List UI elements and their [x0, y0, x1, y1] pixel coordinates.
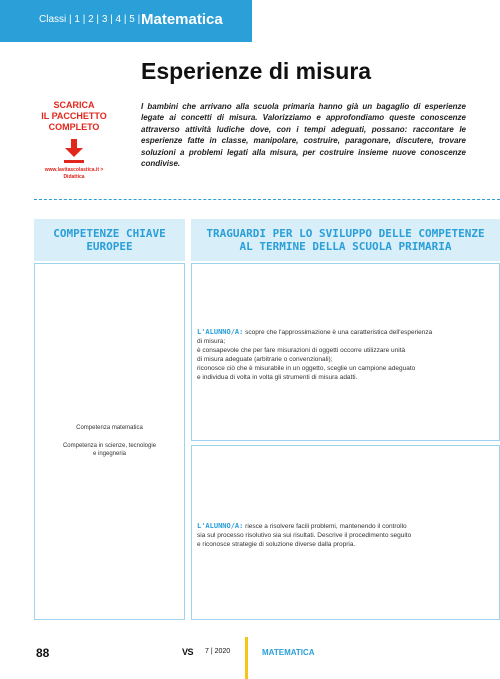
download-url: www.lavitascolastica.it >	[44, 167, 104, 173]
traguardo-2-text	[197, 522, 477, 549]
traguardo-1-line-3: di misura adeguate (arbitrarie o convenzionali);	[197, 356, 333, 363]
header-traguardi-line-2: AL TERMINE DELLA SCUOLA PRIMARIA	[239, 240, 452, 253]
page-number: 88	[36, 646, 50, 660]
traguardo-1-line-5: e individua di volta in volta gli strumenti di misura adatti.	[197, 374, 358, 381]
footer-subject: MATEMATICA	[262, 648, 315, 657]
header-competenze-text: COMPETENZE CHIAVE EUROPEE	[53, 227, 166, 253]
header-traguardi	[191, 219, 500, 261]
download-line-1: SCARICA	[53, 100, 95, 110]
page-title: Esperienze di misura	[141, 58, 372, 84]
header-traguardi-line-1: TRAGUARDI PER LO SVILUPPO DELLE COMPETENZE	[206, 227, 485, 240]
class-levels: Classi | 1 | 2 | 3 | 4 | 5 |	[39, 14, 141, 25]
traguardo-2-line-2: e riconosce strategie di soluzione diverse dalla propria.	[197, 541, 356, 548]
download-package-link[interactable]	[30, 100, 118, 181]
traguardo-1-line-4: riconosce ciò che è misurabile in un oggetto, sceglie un campione adeguato	[197, 365, 416, 372]
traguardo-2-who: L'ALUNNO/A:	[197, 522, 244, 530]
competenza-2: Competenza in scienze, tecnologie	[62, 443, 157, 449]
traguardo-2-line-1: sia sul processo risolutivo sia sui risultati. Descrive il procedimento seguito	[197, 532, 412, 539]
download-line-2: IL PACCHETTO	[41, 111, 107, 121]
section-divider	[34, 199, 500, 200]
header-competenze	[34, 219, 185, 261]
footer-accent-bar	[245, 637, 248, 679]
traguardo-1-line-1: di misura;	[197, 338, 226, 345]
download-url-section: Didattica	[63, 174, 85, 180]
traguardo-1-who: L'ALUNNO/A:	[197, 328, 244, 336]
download-arrow-icon	[64, 139, 84, 163]
download-line-3: COMPLETO	[48, 122, 100, 132]
competenza-1: Competenza matematica	[76, 425, 143, 431]
issue-number: 7 | 2020	[205, 648, 231, 655]
traguardo-1-line-2: è consapevole che per fare misurazioni di oggetti occorre utilizzare unità	[197, 347, 406, 354]
traguardo-2-line-0: riesce a risolvere facili problemi, mantenendo il controllo	[243, 523, 407, 530]
traguardo-1-text	[197, 328, 477, 382]
subject-label: Matematica	[141, 11, 223, 28]
competenza-3: e ingegneria	[92, 451, 127, 457]
traguardo-1-line-0: scopre che l'approssimazione è una caratteristica dell'esperienza	[243, 329, 433, 336]
magazine-logo: VS	[182, 647, 194, 657]
intro-paragraph: I bambini che arrivano alla scuola primaria hanno già un bagaglio di esperienze legate ai concetti di misura. Valorizziamo e approfondiamo queste conoscenze attraverso attività ludiche dove, con i tempi adeguati, possano: raccontare le esperienze fatte in classe, manipolare, costruire, paragonare, discutere, trovare soluzioni a problemi legati alla misura, per costruire insieme nuove conoscenze condivise.	[141, 102, 466, 169]
